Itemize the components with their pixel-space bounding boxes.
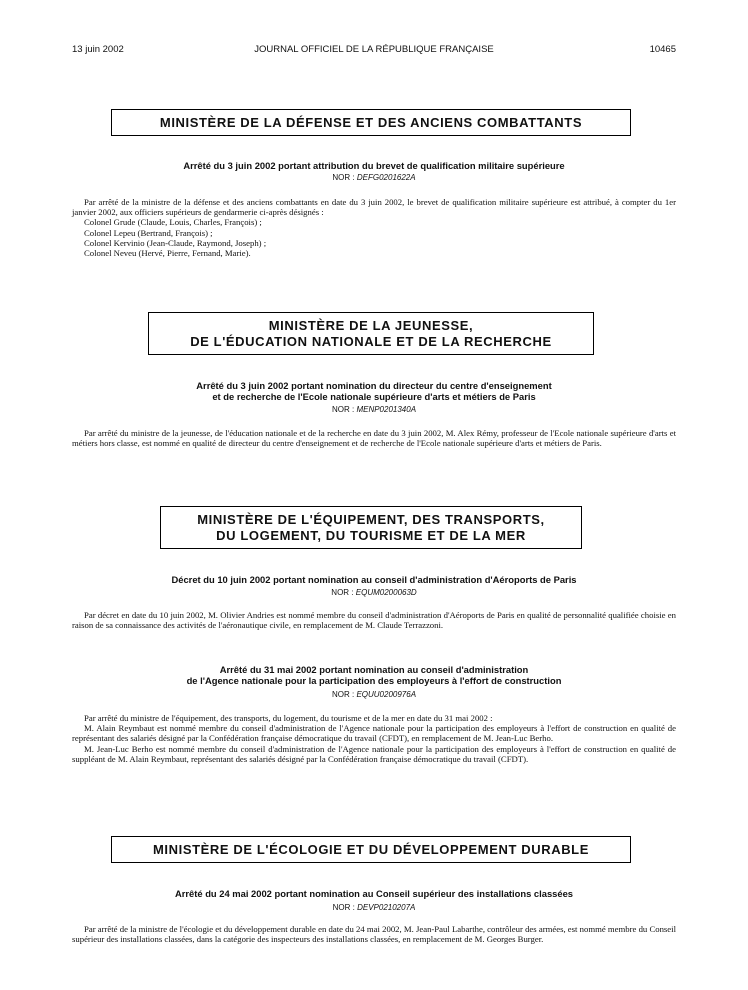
act-body bbox=[72, 713, 676, 764]
nor-label: NOR : bbox=[331, 405, 355, 414]
act-title-line: Décret du 10 juin 2002 portant nomination au conseil d'administration d'Aéroports de Paris bbox=[171, 574, 577, 585]
nor-code: DEVP0210207A bbox=[357, 903, 416, 912]
nor-label: NOR : bbox=[332, 903, 355, 912]
nor-reference bbox=[72, 173, 676, 183]
act-title-line: Arrêté du 24 mai 2002 portant nomination au Conseil supérieur des installations classées bbox=[174, 888, 574, 899]
nor-reference bbox=[72, 588, 676, 598]
nor-label: NOR : bbox=[331, 588, 354, 597]
act-paragraph: Par arrêté de la ministre de la défense et des anciens combattants en date du 3 juin 2002, le brevet de qualification militaire supérieure est attribué, à compter du 1er janvier 2002, aux officiers supérieurs de gendarmerie ci-après désignés : bbox=[72, 197, 676, 218]
act-title bbox=[72, 160, 676, 171]
nor-code: EQUU0200976A bbox=[356, 690, 417, 699]
act-title bbox=[72, 574, 676, 585]
act-title bbox=[72, 664, 676, 686]
act-body bbox=[72, 428, 676, 448]
ministry-title-line: DE L'ÉDUCATION NATIONALE ET DE LA RECHERCHE bbox=[190, 333, 552, 349]
ministry-title-line: MINISTÈRE DE L'ÉQUIPEMENT, DES TRANSPORTS, bbox=[197, 511, 545, 527]
ministry-box-ecologie bbox=[111, 836, 631, 863]
nor-reference bbox=[72, 903, 676, 913]
list-item: Colonel Lepeu (Bertrand, François) ; bbox=[84, 227, 213, 238]
ministry-title-line: DU LOGEMENT, DU TOURISME ET DE LA MER bbox=[216, 527, 526, 543]
ministry-box-equipement bbox=[160, 506, 582, 549]
act-title-line: Arrêté du 3 juin 2002 portant attribution du brevet de qualification militaire supérieure bbox=[183, 160, 565, 171]
act-paragraph: Par arrêté du ministre de l'équipement, des transports, du logement, du tourisme et de la mer en date du 31 mai 2002 : bbox=[84, 713, 493, 723]
nor-reference bbox=[72, 405, 676, 415]
nor-label: NOR : bbox=[331, 690, 355, 699]
nor-code: DEFG0201622A bbox=[356, 173, 416, 182]
nor-label: NOR : bbox=[332, 173, 355, 182]
journal-title: JOURNAL OFFICIEL DE LA RÉPUBLIQUE FRANÇAISE bbox=[254, 44, 494, 55]
header-date: 13 juin 2002 bbox=[72, 44, 124, 55]
act-title-line: de l'Agence nationale pour la participation des employeurs à l'effort de construction bbox=[186, 675, 562, 686]
act-paragraph: Par arrêté de la ministre de l'écologie et du développement durable en date du 24 mai 2002, M. Jean-Paul Labarthe, contrôleur des armées, est nommé membre du Conseil supérieur des installations classées, dans la catégorie des inspecteurs des installations classées, en remplacement de M. Georges Burger. bbox=[72, 924, 676, 945]
act-body bbox=[72, 197, 676, 258]
nor-reference bbox=[72, 690, 676, 700]
ministry-box-defense bbox=[111, 109, 631, 136]
act-paragraph: M. Alain Reymbaut est nommé membre du conseil d'administration de l'Agence nationale pour la participation des employeurs à l'effort de construction en qualité de représentant des salariés désigné par la Confédération française démocratique du travail (CFDT), en remplacement de M. Jean-Luc Berho. bbox=[72, 723, 676, 744]
ministry-title-line: MINISTÈRE DE LA DÉFENSE ET DES ANCIENS COMBATTANTS bbox=[159, 114, 583, 130]
act-body bbox=[72, 610, 676, 630]
act-title-line: Arrêté du 3 juin 2002 portant nomination du directeur du centre d'enseignement bbox=[196, 380, 552, 391]
act-paragraph: M. Jean-Luc Berho est nommé membre du conseil d'administration de l'Agence nationale pour la participation des employeurs à l'effort de construction en qualité de suppléant de M. Alain Reymbaut, représentant des salariés désigné par la Confédération française démocratique du travail (CFDT). bbox=[72, 743, 676, 764]
ministry-title-line: MINISTÈRE DE LA JEUNESSE, bbox=[268, 317, 474, 333]
act-paragraph: Par arrêté du ministre de la jeunesse, de l'éducation nationale et de la recherche en date du 3 juin 2002, M. Alex Rémy, professeur de l'Ecole nationale supérieure d'arts et métiers hors classe, est nommé en qualité de directeur du centre d'enseignement et de recherche de l'Ecole nationale supérieure d'arts et métiers de Paris. bbox=[72, 428, 676, 449]
list-item: Colonel Neveu (Hervé, Pierre, Fernand, Marie). bbox=[84, 248, 251, 259]
page-number: 10465 bbox=[649, 44, 676, 55]
ministry-box-education bbox=[148, 312, 594, 355]
list-item: Colonel Grude (Claude, Louis, Charles, François) ; bbox=[84, 217, 262, 228]
act-title bbox=[72, 888, 676, 899]
act-title bbox=[72, 380, 676, 402]
nor-code: EQUM0200063D bbox=[355, 588, 417, 597]
nor-code: MENP0201340A bbox=[356, 405, 417, 414]
act-paragraph: Par décret en date du 10 juin 2002, M. Olivier Andries est nommé membre du conseil d'administration d'Aéroports de Paris en qualité de personnalité qualifiée choisie en raison de sa connaissance des activités de l'aéronautique civile, en remplacement de M. Claude Terrazzoni. bbox=[72, 610, 676, 631]
act-title-line: Arrêté du 31 mai 2002 portant nomination au conseil d'administration bbox=[219, 664, 529, 675]
ministry-title-line: MINISTÈRE DE L'ÉCOLOGIE ET DU DÉVELOPPEMENT DURABLE bbox=[153, 841, 589, 857]
list-item: Colonel Kervinio (Jean-Claude, Raymond, Joseph) ; bbox=[84, 237, 267, 248]
act-title-line: et de recherche de l'Ecole nationale supérieure d'arts et métiers de Paris bbox=[212, 391, 536, 402]
act-body bbox=[72, 924, 676, 944]
